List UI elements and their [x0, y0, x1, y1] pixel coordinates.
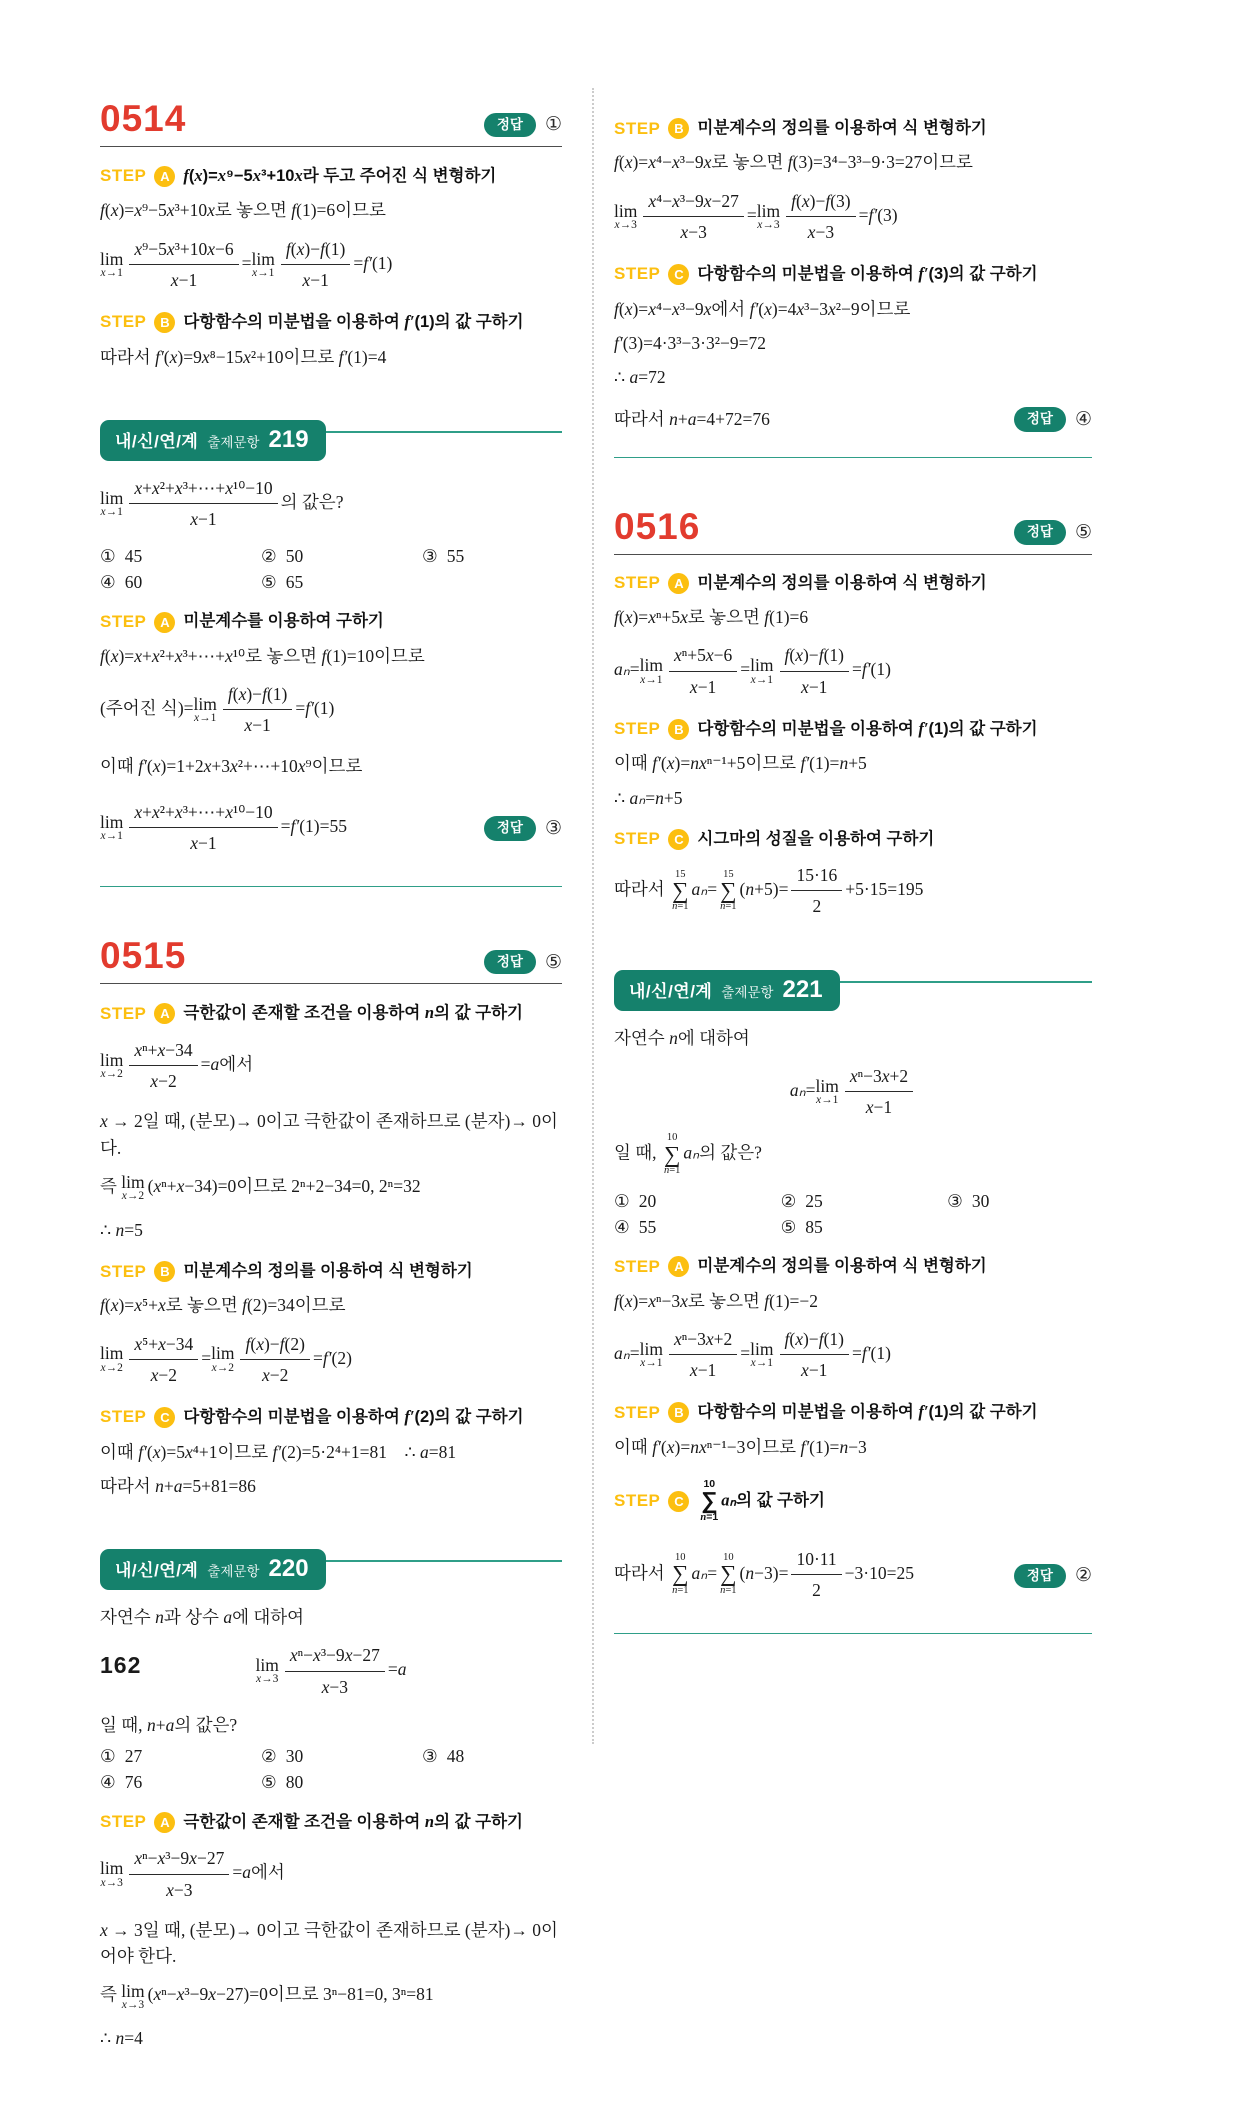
step-heading	[614, 718, 1092, 740]
solution-text: f(x)=x⁴−x³−9x로 놓으면 f(3)=3⁴−3³−9·3=27이므로	[614, 152, 973, 173]
option-mark: ①	[100, 1746, 116, 1767]
answer-options	[100, 546, 562, 593]
step-title: 미분계수의 정의를 이용하여 식 변형하기	[183, 1261, 473, 1280]
option	[614, 1191, 781, 1212]
problem-number: 0515	[100, 935, 187, 977]
step-letter-icon: A	[668, 1256, 689, 1277]
linked-sub-label: 출제문항	[721, 984, 774, 1000]
limit: lim x→2	[121, 1171, 145, 1203]
question-math: lim x→3 $\frac{\text{xⁿ−x³−9x−27}}{x-3}$ =a	[100, 1642, 562, 1700]
option-mark: ②	[261, 546, 277, 567]
sigma: 10 ∑ n=1	[700, 1478, 719, 1523]
linked-problem-header	[614, 970, 1092, 1011]
option-mark: ⑤	[261, 1772, 277, 1793]
limit: lim x→1	[100, 487, 124, 519]
solution-text: ∴ n=4	[100, 2028, 143, 2049]
solution-text: 이때 f′(x)=1+2x+3x²+⋯+10x⁹이므로	[100, 755, 363, 776]
step-letter-icon: B	[154, 1261, 175, 1282]
solution-text: 일 때, 10 ∑ n=1 aₙ의 값은?	[614, 1132, 762, 1177]
solution-text: 따라서 n+a=5+81=86	[100, 1475, 256, 1496]
linked-problem-pill	[614, 970, 840, 1011]
solution-text: 자연수 n에 대하여	[614, 1027, 750, 1048]
answer-circled-number: ①	[544, 114, 562, 136]
fraction: $\frac{\text{x⁵+x−34}}{x-2}$	[129, 1331, 198, 1389]
solution-math: 따라서 10 ∑ n=1 aₙ= 10 ∑ n=1 (n−3)= $\frac{10\cdot 11}{2}$ −3·10=25	[614, 1546, 1004, 1604]
fraction: $\frac{f(x)-f(1)}{x-1}$	[780, 1326, 849, 1384]
answer-badge	[1014, 1564, 1092, 1588]
linked-brand-label: 내/신/연/계	[115, 1561, 199, 1581]
step-label: STEP	[614, 118, 661, 138]
linked-brand-label: 내/신/연/계	[115, 431, 199, 451]
limit: lim x→3	[121, 1980, 145, 2011]
option-mark: ②	[780, 1191, 797, 1212]
problem-header	[100, 937, 562, 984]
limit: lim x→1	[193, 693, 217, 725]
step-title: 미분계수의 정의를 이용하여 식 변형하기	[697, 119, 987, 137]
option-value: 27	[124, 1746, 143, 1767]
option	[422, 1746, 562, 1767]
step-label: STEP	[100, 1261, 147, 1281]
step-title: 다항함수의 미분법을 이용하여 f′(1)의 값 구하기	[697, 718, 1038, 738]
limit: lim x→1	[100, 811, 124, 842]
step-label: STEP	[614, 1256, 661, 1276]
solution-text: 이때 f′(x)=nxⁿ⁻¹+5이므로 f′(1)=n+5	[614, 753, 867, 774]
fraction: $\frac{\text{x+x²+x³+⋯+x¹⁰−10}}{x-1}$	[129, 799, 277, 857]
step-letter-icon: B	[668, 1402, 689, 1423]
step-letter-icon: B	[668, 719, 689, 740]
problem-number: 0516	[614, 505, 701, 547]
solution-text: 따라서 15 ∑ n=1 aₙ= 15 ∑ n=1 (n+5)= $\frac{15\cdot 16}{2}$ +5·15=195	[614, 862, 1092, 920]
answer-circled-number: ⑤	[544, 951, 562, 973]
step-title: f(x)=x⁹−5x³+10x라 두고 주어진 식 변형하기	[183, 166, 497, 185]
solution-text: 이때 f′(x)=nxⁿ⁻¹−3이므로 f′(1)=n−3	[614, 1436, 867, 1457]
option-value: 48	[446, 1746, 465, 1767]
step-title: 극한값이 존재할 조건을 이용하여 n의 값 구하기	[183, 1812, 523, 1832]
step-label: STEP	[614, 829, 661, 849]
step-title: 극한값이 존재할 조건을 이용하여 n의 값 구하기	[183, 1003, 523, 1023]
column-divider	[592, 88, 594, 1744]
linked-problem-219	[100, 420, 562, 887]
limit: lim x→1	[815, 1075, 839, 1107]
solution-text: f(x)=x⁹−5x³+10x로 놓으면 f(1)=6이므로	[100, 200, 386, 221]
sigma: 15 ∑ n=1	[672, 868, 689, 913]
fraction: $\frac{10\cdot 11}{2}$	[791, 1546, 841, 1604]
option	[261, 546, 422, 567]
step-title: 다항함수의 미분법을 이용하여 f′(1)의 값 구하기	[183, 312, 524, 332]
linked-problem-number: 221	[782, 975, 823, 1003]
sigma: 10 ∑ n=1	[720, 1552, 737, 1597]
step-heading	[100, 311, 562, 333]
option-mark: ④	[614, 1217, 630, 1238]
solution-text: lim x→1 $\frac{\text{x⁹−5x³+10x−6}}{x-1}$ = lim x→1 $\frac{f(x)-f(1)}{x-1}$ =f′(1)	[100, 236, 562, 294]
solution-continuation	[614, 118, 1092, 458]
limit: lim x→3	[614, 200, 638, 231]
solution-text: f(x)=xⁿ−3x로 놓으면 f(1)=−2	[614, 1290, 819, 1311]
answer-circled-number: ⑤	[1074, 522, 1092, 544]
solution-text: x → 2일 때, (분모)→ 0이고 극한값이 존재하므로 (분자)→ 0이다.	[100, 1111, 558, 1158]
step-label: STEP	[100, 312, 147, 332]
solution-text: lim x→1 $\frac{\text{x+x²+x³+⋯+x¹⁰−10}}{x-1}$ 의 값은?	[100, 475, 562, 533]
step-letter-icon: C	[668, 1491, 689, 1512]
solution-text: 자연수 n과 상수 a에 대하여	[100, 1607, 305, 1628]
fraction: $\frac{f(x)-f(1)}{x-1}$	[281, 236, 350, 294]
section-end-rule	[614, 457, 1092, 458]
linked-brand-label: 내/신/연/계	[629, 981, 713, 1001]
linked-problem-221	[614, 970, 1092, 1635]
solution-math: 따라서 n+a=4+72=76	[614, 409, 770, 430]
page-number: 162	[100, 1652, 142, 1678]
step-heading	[100, 1261, 562, 1282]
step-label: STEP	[100, 166, 147, 186]
sigma: 10 ∑ n=1	[663, 1132, 681, 1177]
step-title: 10 ∑ n=1 aₙ의 값 구하기	[700, 1478, 825, 1523]
solution-line-with-answer	[614, 1534, 1092, 1618]
option-mark: ③	[947, 1191, 963, 1212]
option	[261, 1746, 422, 1767]
problem-header	[100, 100, 562, 147]
option	[261, 1772, 422, 1793]
answer-badge	[484, 950, 562, 974]
fraction: $\frac{f(x)-f(2)}{x-2}$	[240, 1331, 309, 1389]
fraction: $\frac{f(x)-f(3)}{x-3}$	[786, 188, 855, 246]
step-label: STEP	[100, 612, 147, 632]
solution-text: 즉 lim x→3 (xⁿ−x³−9x−27)=0이므로 3ⁿ−81=0, 3ⁿ=81	[100, 1980, 434, 2011]
option-mark: ③	[422, 546, 438, 567]
answer-circled-number: ②	[1074, 1565, 1092, 1587]
option-value: 85	[805, 1217, 823, 1238]
answer-pill: 정답	[1014, 1564, 1066, 1588]
step-title: 다항함수의 미분법을 이용하여 f′(1)의 값 구하기	[697, 1402, 1038, 1422]
linked-problem-220	[100, 1549, 562, 2052]
step-label: STEP	[100, 1003, 147, 1023]
option	[947, 1191, 1092, 1212]
fraction: $\frac{\text{xⁿ−3x+2}}{x-1}$	[669, 1326, 737, 1384]
step-heading	[614, 1256, 1092, 1277]
solution-text: x → 3일 때, (분모)→ 0이고 극한값이 존재하므로 (분자)→ 0이어야 한다.	[100, 1919, 558, 1967]
limit: lim x→1	[750, 655, 774, 686]
solution-text: f(x)=xⁿ+5x로 놓으면 f(1)=6	[614, 607, 809, 628]
option-mark: ①	[614, 1191, 630, 1212]
solution-text: f′(3)=4·3³−3·3²−9=72	[614, 332, 766, 353]
limit: lim x→2	[100, 1343, 124, 1374]
answer-pill: 정답	[484, 950, 536, 974]
linked-sub-label: 출제문항	[207, 1564, 260, 1580]
step-title: 미분계수의 정의를 이용하여 식 변형하기	[697, 1257, 987, 1276]
answer-circled-number: ④	[1074, 409, 1092, 430]
solution-text: lim x→3 $\frac{\text{x⁴−x³−9x−27}}{x-3}$ = lim x→3 $\frac{f(x)-f(3)}{x-3}$ =f′(3)	[614, 188, 1092, 246]
answer-options	[100, 1746, 562, 1793]
option-value: 45	[124, 546, 143, 567]
step-heading	[100, 1002, 562, 1024]
step-letter-icon: C	[154, 1407, 175, 1428]
solution-text: lim x→2 $\frac{\text{xⁿ+x−34}}{x-2}$ =a에서	[100, 1037, 562, 1095]
step-letter-icon: C	[668, 264, 689, 285]
linked-problem-number: 219	[268, 425, 309, 453]
option-value: 50	[285, 546, 304, 567]
option	[261, 572, 422, 593]
option	[781, 1217, 948, 1238]
answer-badge	[1014, 520, 1092, 544]
answer-pill: 정답	[1014, 520, 1066, 544]
section-end-rule	[614, 1633, 1092, 1634]
option-value: 76	[124, 1772, 143, 1793]
solution-line-with-answer	[614, 398, 1092, 440]
limit: lim x→3	[255, 1655, 279, 1686]
step-label: STEP	[614, 1402, 661, 1422]
step-letter-icon: C	[668, 829, 689, 850]
left-column	[100, 100, 562, 2102]
step-heading	[100, 1811, 562, 1833]
step-label: STEP	[614, 719, 661, 739]
option	[614, 1217, 781, 1238]
option	[100, 546, 261, 567]
fraction: $\frac{\text{x⁹−5x³+10x−6}}{x-1}$	[129, 236, 238, 294]
option-mark: ⑤	[780, 1217, 797, 1238]
option-value: 30	[285, 1746, 304, 1767]
fraction: $\frac{\text{xⁿ−x³−9x−27}}{x-3}$	[285, 1642, 385, 1700]
step-letter-icon: A	[154, 166, 175, 187]
solution-text: 일 때, n+a의 값은?	[100, 1714, 238, 1735]
option-mark: ④	[100, 1772, 116, 1793]
solution-text: (주어진 식)= lim x→1 $\frac{f(x)-f(1)}{x-1}$ =f′(1)	[100, 681, 562, 739]
fraction: $\frac{\text{x+x²+x³+⋯+x¹⁰−10}}{x-1}$	[129, 475, 277, 533]
solution-text: f(x)=x⁵+x로 놓으면 f(2)=34이므로	[100, 1295, 346, 1316]
step-heading	[614, 263, 1092, 285]
problem-number: 0514	[100, 98, 187, 139]
limit: lim x→2	[211, 1343, 235, 1374]
fraction: $\frac{f(x)-f(1)}{x-1}$	[780, 642, 849, 700]
option	[100, 1772, 261, 1793]
answer-badge	[1014, 407, 1092, 431]
limit: lim x→1	[639, 655, 663, 686]
problem-header	[614, 505, 1092, 555]
solution-text: ∴ a=72	[614, 367, 666, 388]
linked-problem-header	[100, 420, 562, 461]
right-column	[614, 100, 1092, 1684]
option-mark: ⑤	[261, 572, 277, 593]
solution-text: lim x→3 $\frac{\text{xⁿ−x³−9x−27}}{x-3}$ =a에서	[100, 1845, 562, 1903]
solution-line-with-answer	[100, 787, 562, 871]
option-value: 25	[805, 1191, 823, 1212]
linked-problem-pill	[100, 1549, 326, 1590]
option-mark: ④	[100, 572, 116, 593]
limit: lim x→1	[639, 1338, 663, 1370]
step-letter-icon: A	[154, 1003, 175, 1024]
answer-badge	[484, 113, 562, 137]
step-title: 다항함수의 미분법을 이용하여 f′(2)의 값 구하기	[183, 1407, 524, 1427]
solution-text: ∴ n=5	[100, 1219, 143, 1240]
step-letter-icon: B	[154, 312, 175, 333]
solution-math: lim x→1 $\frac{\text{x+x²+x³+⋯+x¹⁰−10}}{x-1}$ =f′(1)=55	[100, 799, 474, 857]
question-math: aₙ= lim x→1 $\frac{\text{xⁿ−3x+2}}{x-1}$	[614, 1063, 1092, 1121]
limit: lim x→3	[756, 200, 781, 231]
solution-text: f(x)=x+x²+x³+⋯+x¹⁰로 놓으면 f(1)=10이므로	[100, 645, 425, 666]
step-label: STEP	[100, 1812, 147, 1832]
step-title: 다항함수의 미분법을 이용하여 f′(3)의 값 구하기	[697, 264, 1038, 284]
step-heading	[100, 1406, 562, 1428]
step-letter-icon: A	[154, 1812, 175, 1833]
option-value: 55	[446, 546, 465, 567]
fraction: $\frac{\text{xⁿ−x³−9x−27}}{x-3}$	[129, 1845, 229, 1903]
step-letter-icon: B	[668, 118, 689, 139]
linked-problem-number: 220	[268, 1555, 309, 1583]
step-letter-icon: A	[154, 612, 175, 633]
option-value: 55	[638, 1217, 657, 1238]
step-heading	[614, 1478, 1092, 1524]
step-heading	[614, 829, 1092, 850]
step-title: 시그마의 성질을 이용하여 구하기	[697, 829, 935, 848]
limit: lim x→2	[100, 1049, 124, 1080]
step-heading	[614, 118, 1092, 139]
step-title: 미분계수를 이용하여 구하기	[183, 612, 384, 631]
problem-0516	[614, 505, 1092, 920]
solution-text: aₙ= lim x→1 $\frac{\text{xⁿ+5x−6}}{x-1}$ = lim x→1 $\frac{f(x)-f(1)}{x-1}$ =f′(1)	[614, 642, 1092, 700]
step-heading	[614, 573, 1092, 594]
option	[422, 546, 562, 567]
step-heading	[614, 1401, 1092, 1423]
option-mark: ③	[422, 1746, 438, 1767]
answer-pill: 정답	[484, 113, 536, 137]
limit: lim x→1	[251, 248, 275, 279]
option-value: 20	[638, 1191, 657, 1212]
section-end-rule	[100, 886, 562, 887]
option-mark: ①	[100, 546, 116, 567]
step-label: STEP	[614, 573, 661, 593]
answer-pill: 정답	[484, 816, 536, 840]
solution-text: 이때 f′(x)=5x⁴+1이므로 f′(2)=5·2⁴+1=81 ∴ a=81	[100, 1441, 457, 1462]
answer-pill: 정답	[1014, 407, 1066, 431]
fraction: $\frac{\text{xⁿ−3x+2}}{x-1}$	[845, 1063, 913, 1121]
step-label: STEP	[100, 1407, 147, 1427]
step-heading	[100, 611, 562, 632]
solution-text: f(x)=x⁴−x³−9x에서 f′(x)=4x³−3x²−9이므로	[614, 298, 911, 319]
linked-sub-label: 출제문항	[207, 434, 260, 450]
step-title: 미분계수의 정의를 이용하여 식 변형하기	[697, 573, 987, 592]
fraction: $\frac{\text{xⁿ+x−34}}{x-2}$	[129, 1037, 197, 1095]
answer-options	[614, 1191, 1092, 1238]
linked-problem-pill	[100, 420, 326, 461]
option	[781, 1191, 948, 1212]
fraction: $\frac{15\cdot 16}{2}$	[791, 862, 842, 920]
solution-text: aₙ= lim x→1 $\frac{\text{xⁿ−3x+2}}{x-1}$ = lim x→1 $\frac{f(x)-f(1)}{x-1}$ =f′(1)	[614, 1326, 1092, 1384]
step-label: STEP	[614, 1491, 661, 1511]
option-value: 60	[124, 572, 143, 593]
solution-text: lim x→2 $\frac{\text{x⁵+x−34}}{x-2}$ = lim x→2 $\frac{f(x)-f(2)}{x-2}$ =f′(2)	[100, 1331, 562, 1389]
solution-text: 즉 lim x→2 (xⁿ+x−34)=0이므로 2ⁿ+2−34=0, 2ⁿ=32	[100, 1171, 421, 1203]
option	[100, 1746, 261, 1767]
linked-problem-header	[100, 1549, 562, 1590]
option-mark: ②	[261, 1746, 277, 1767]
fraction: $\frac{f(x)-f(1)}{x-1}$	[223, 681, 292, 739]
option-value: 65	[285, 572, 304, 593]
step-heading	[100, 165, 562, 187]
step-label: STEP	[614, 264, 661, 284]
solution-text: 따라서 f′(x)=9x⁸−15x²+10이므로 f′(1)=4	[100, 346, 387, 367]
fraction: $\frac{\text{x⁴−x³−9x−27}}{x-3}$	[643, 188, 744, 246]
problem-0515	[100, 937, 562, 1499]
fraction: $\frac{\text{xⁿ+5x−6}}{x-1}$	[669, 642, 737, 700]
limit: lim x→3	[100, 1858, 124, 1889]
sigma: 15 ∑ n=1	[720, 868, 737, 913]
limit: lim x→1	[100, 248, 124, 279]
sigma: 10 ∑ n=1	[672, 1552, 689, 1597]
option-value: 30	[971, 1191, 990, 1212]
limit: lim x→1	[750, 1338, 774, 1370]
solution-text: ∴ aₙ=n+5	[614, 787, 683, 808]
problem-0514	[100, 100, 562, 370]
answer-badge	[484, 816, 562, 840]
option-value: 80	[285, 1772, 304, 1793]
option	[100, 572, 261, 593]
answer-circled-number: ③	[544, 818, 562, 840]
step-letter-icon: A	[668, 573, 689, 594]
